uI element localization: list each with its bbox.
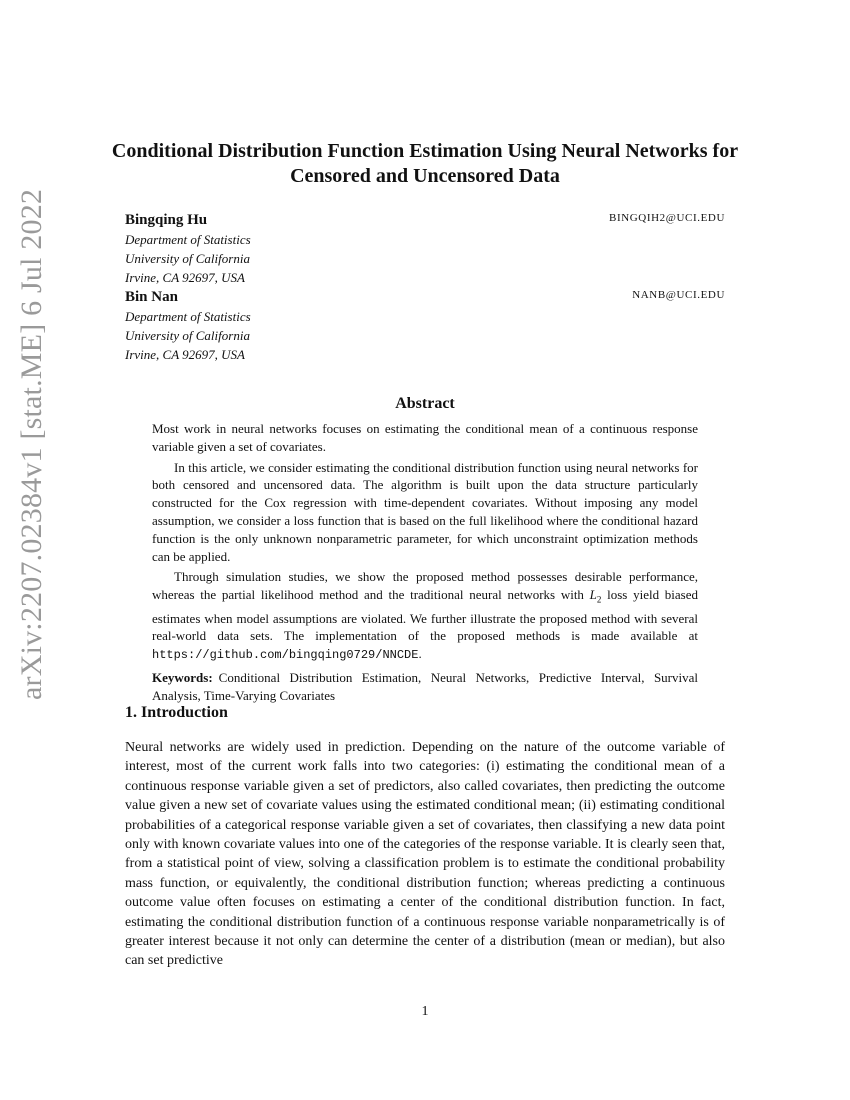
keywords-line	[152, 669, 698, 705]
paper-title: Conditional Distribution Function Estimation Using Neural Networks for Censored and Uncensored Data	[111, 140, 739, 187]
author-email: BINGQIH2@UCI.EDU	[609, 212, 725, 224]
author-block-1	[125, 211, 725, 287]
affiliation-line: University of California	[125, 251, 250, 266]
author-email: NANB@UCI.EDU	[632, 289, 725, 301]
keywords-label: Keywords:	[152, 669, 213, 685]
abstract-text: .	[418, 646, 422, 662]
author-name: Bingqing Hu	[125, 212, 208, 228]
abstract-paragraph	[152, 568, 698, 665]
page-number: 1	[421, 1004, 429, 1019]
math-symbol: L	[589, 587, 597, 603]
math-subscript: 2	[596, 594, 602, 605]
abstract-text: loss yield biased estimates when model assumptions are violated. We further illustrate the proposed method with several real-world data sets. The implementation of the proposed methods is made available at	[152, 587, 699, 644]
author-name: Bin Nan	[125, 289, 178, 305]
abstract-paragraph: Most work in neural networks focuses on estimating the conditional mean of a continuous response variable given a set of covariates.	[152, 421, 698, 454]
section-heading: 1. Introduction	[125, 704, 228, 721]
abstract-paragraph: In this article, we consider estimating the conditional distribution function using neural networks for both censored and uncensored data. The algorithm is built upon the data structure particularly constructed for the Cox regression with time-dependent covariates. Without imposing any model assumption, we consider a loss function that is based on the full likelihood where the conditional hazard function is the only unknown nonparametric parameter, for which unconstraint optimization methods can be applied.	[152, 459, 698, 564]
affiliation-line: Department of Statistics	[125, 309, 251, 324]
arxiv-identifier-text: arXiv:2207.02384v1 [stat.ME] 6 Jul 2022	[15, 188, 48, 700]
abstract-body	[152, 420, 698, 705]
body-paragraph: Neural networks are widely used in prediction. Depending on the nature of the outcome variable of interest, most of the current work falls into two categories: (i) estimating the conditional mean of a continuous response variable given a set of predictors, also called covariates, then predicting the outcome value given a new set of covariate values using the estimated conditional mean; (ii) estimating conditional probabilities of a categorical response variable given a set of covariates, then classifying a new data point only with known covariate values into one of the categories of the response variable. It is clearly seen that, from a statistical point of view, solving a classification problem is to estimate the conditional probability mass function, or equivalently, the conditional distribution function; whereas predicting a continuous outcome value often focuses on estimating a center of the conditional distribution function. In fact, estimating the conditional distribution function of a continuous response variable nonparametrically is of greater interest because it not only can determine the center of a distribution (mean or median), but also can set predictive	[125, 740, 725, 969]
code-url-link[interactable]: https://github.com/bingqing0729/NNCDE	[152, 648, 419, 663]
abstract-heading: Abstract	[395, 395, 455, 412]
section-body	[125, 738, 725, 971]
affiliation-line: Irvine, CA 92697, USA	[125, 347, 245, 362]
affiliation-line: Department of Statistics	[125, 232, 251, 247]
author-block-2	[125, 288, 725, 364]
affiliation-line: University of California	[125, 328, 250, 343]
affiliation-line: Irvine, CA 92697, USA	[125, 270, 245, 285]
keywords-list: Conditional Distribution Estimation, Neural Networks, Predictive Interval, Survival Analysis, Time-Varying Covariates	[152, 669, 698, 703]
abstract-text: Through simulation studies, we show the proposed method possesses desirable performance, whereas the partial likelihood method and the traditional neural networks with	[152, 569, 698, 603]
